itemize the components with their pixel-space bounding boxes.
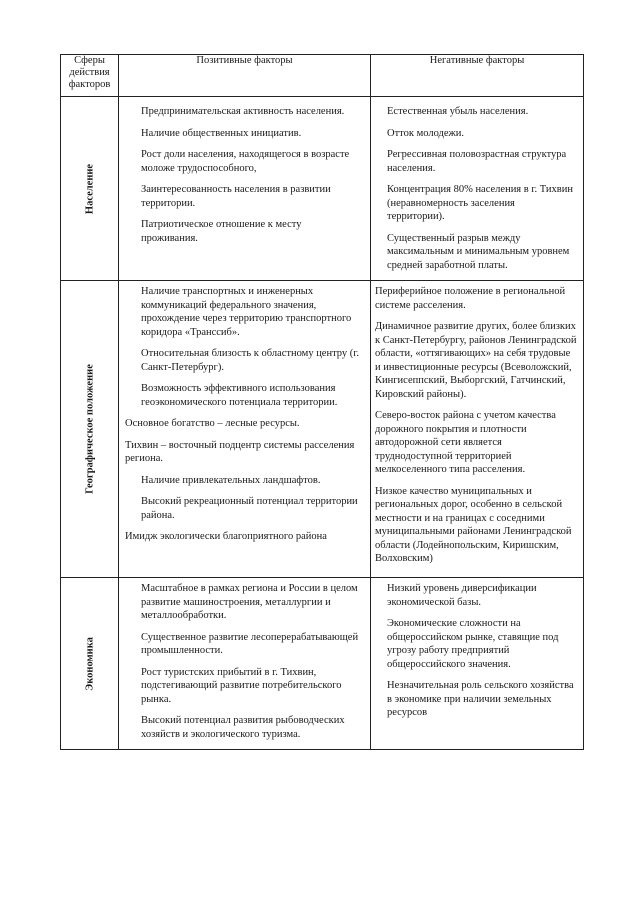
positive-factors-list xyxy=(119,582,370,741)
list-item: Имидж экологически благоприятного района xyxy=(125,531,327,542)
sphere-cell xyxy=(61,97,119,281)
header-negative: Негативные факторы xyxy=(371,55,584,97)
sphere-label: Экономика xyxy=(84,636,95,691)
list-item: Периферийное положение в региональной системе расселения. xyxy=(375,286,566,311)
table-header-row xyxy=(61,55,584,97)
positive-factors-list xyxy=(119,105,370,245)
list-item: Северо-восток района с учетом качества дорожного покрытия и плотности автодорожной сети является труднодоступной территорией мелкоселенного типа расселения. xyxy=(375,410,556,475)
list-item: Низкий уровень диверсификации экономической базы. xyxy=(387,583,537,608)
list-item: Экономические сложности на общероссийском рынке, ставящие под угрозу работу предприятий общероссийского значения. xyxy=(387,618,559,670)
list-item: Наличие транспортных и инженерных коммуникаций федерального значения, прохождение через территорию транспортного коридора «Транссиб». xyxy=(141,286,352,338)
list-item: Регрессивная половозрастная структура населения. xyxy=(387,149,567,174)
table-row xyxy=(61,578,584,750)
table-row xyxy=(61,97,584,281)
header-positive: Позитивные факторы xyxy=(119,55,371,97)
table-row xyxy=(61,281,584,578)
list-item: Наличие общественных инициатив. xyxy=(141,127,302,139)
list-item: Заинтересованность населения в развитии территории. xyxy=(141,184,331,209)
list-item: Концентрация 80% населения в г. Тихвин (неравномерность заселения территории). xyxy=(387,184,573,222)
negative-factors-cell xyxy=(371,578,584,750)
negative-factors-list xyxy=(371,582,583,720)
sphere-cell xyxy=(61,281,119,578)
list-item: Патриотическое отношение к месту проживания. xyxy=(141,219,302,244)
list-item: Наличие привлекательных ландшафтов. xyxy=(141,474,321,486)
list-item: Высокий потенциал развития рыбоводческих хозяйств и экологического туризма. xyxy=(141,715,345,740)
list-item: Рост туристских прибытий в г. Тихвин, подстегивающий развитие потребительского рынка. xyxy=(141,666,342,705)
list-item: Тихвин – восточный подцентр системы расселения региона. xyxy=(125,439,355,464)
header-sphere: Сферы действия факторов xyxy=(61,55,119,97)
sphere-label: Население xyxy=(84,163,95,214)
list-item: Масштабное в рамках региона и России в целом развитие машиностроения, металлургии и металлообработки. xyxy=(141,583,358,621)
positive-factors-list xyxy=(119,285,370,544)
negative-factors-cell xyxy=(371,281,584,578)
negative-factors-list xyxy=(371,105,583,272)
negative-factors-list xyxy=(371,285,583,566)
list-item: Низкое качество муниципальных и региональных дорог, особенно в сельской местности и на границах с соседними муниципальными районами Ленинградской области (Лодейнопольским, Киришским, Волховским) xyxy=(375,485,572,564)
positive-factors-cell xyxy=(119,578,371,750)
sphere-label: Географическое положение xyxy=(84,364,95,494)
list-item: Существенный разрыв между максимальным и минимальным уровнем средней заработной платы. xyxy=(387,232,570,271)
list-item: Существенное развитие лесоперерабатывающей промышленности. xyxy=(141,631,359,656)
sphere-cell xyxy=(61,578,119,750)
list-item: Возможность эффективного использования геоэкономического потенциала территории. xyxy=(141,383,338,408)
list-item: Основное богатство – лесные ресурсы. xyxy=(125,418,300,429)
list-item: Отток молодежи. xyxy=(387,127,465,139)
negative-factors-cell xyxy=(371,97,584,281)
list-item: Высокий рекреационный потенциал территории района. xyxy=(141,496,358,521)
positive-factors-cell xyxy=(119,97,371,281)
positive-factors-cell xyxy=(119,281,371,578)
list-item: Незначительная роль сельского хозяйства в экономике при наличии земельных ресурсов xyxy=(387,680,574,718)
factors-table xyxy=(60,54,584,750)
list-item: Рост доли населения, находящегося в возрасте моложе трудоспособного, xyxy=(141,149,350,174)
list-item: Относительная близость к областному центру (г. Санкт-Петербург). xyxy=(141,348,360,373)
list-item: Предпринимательская активность населения. xyxy=(141,106,345,117)
list-item: Естественная убыль населения. xyxy=(387,106,529,117)
list-item: Динамичное развитие других, более близких к Санкт-Петербургу, районов Ленинградской области, «оттягивающих» на себя трудовые и инвестиционные ресурсы (Всеволожский, Кингисеппский, Выборгский, Гатчинский, Кировский районы). xyxy=(375,321,577,400)
